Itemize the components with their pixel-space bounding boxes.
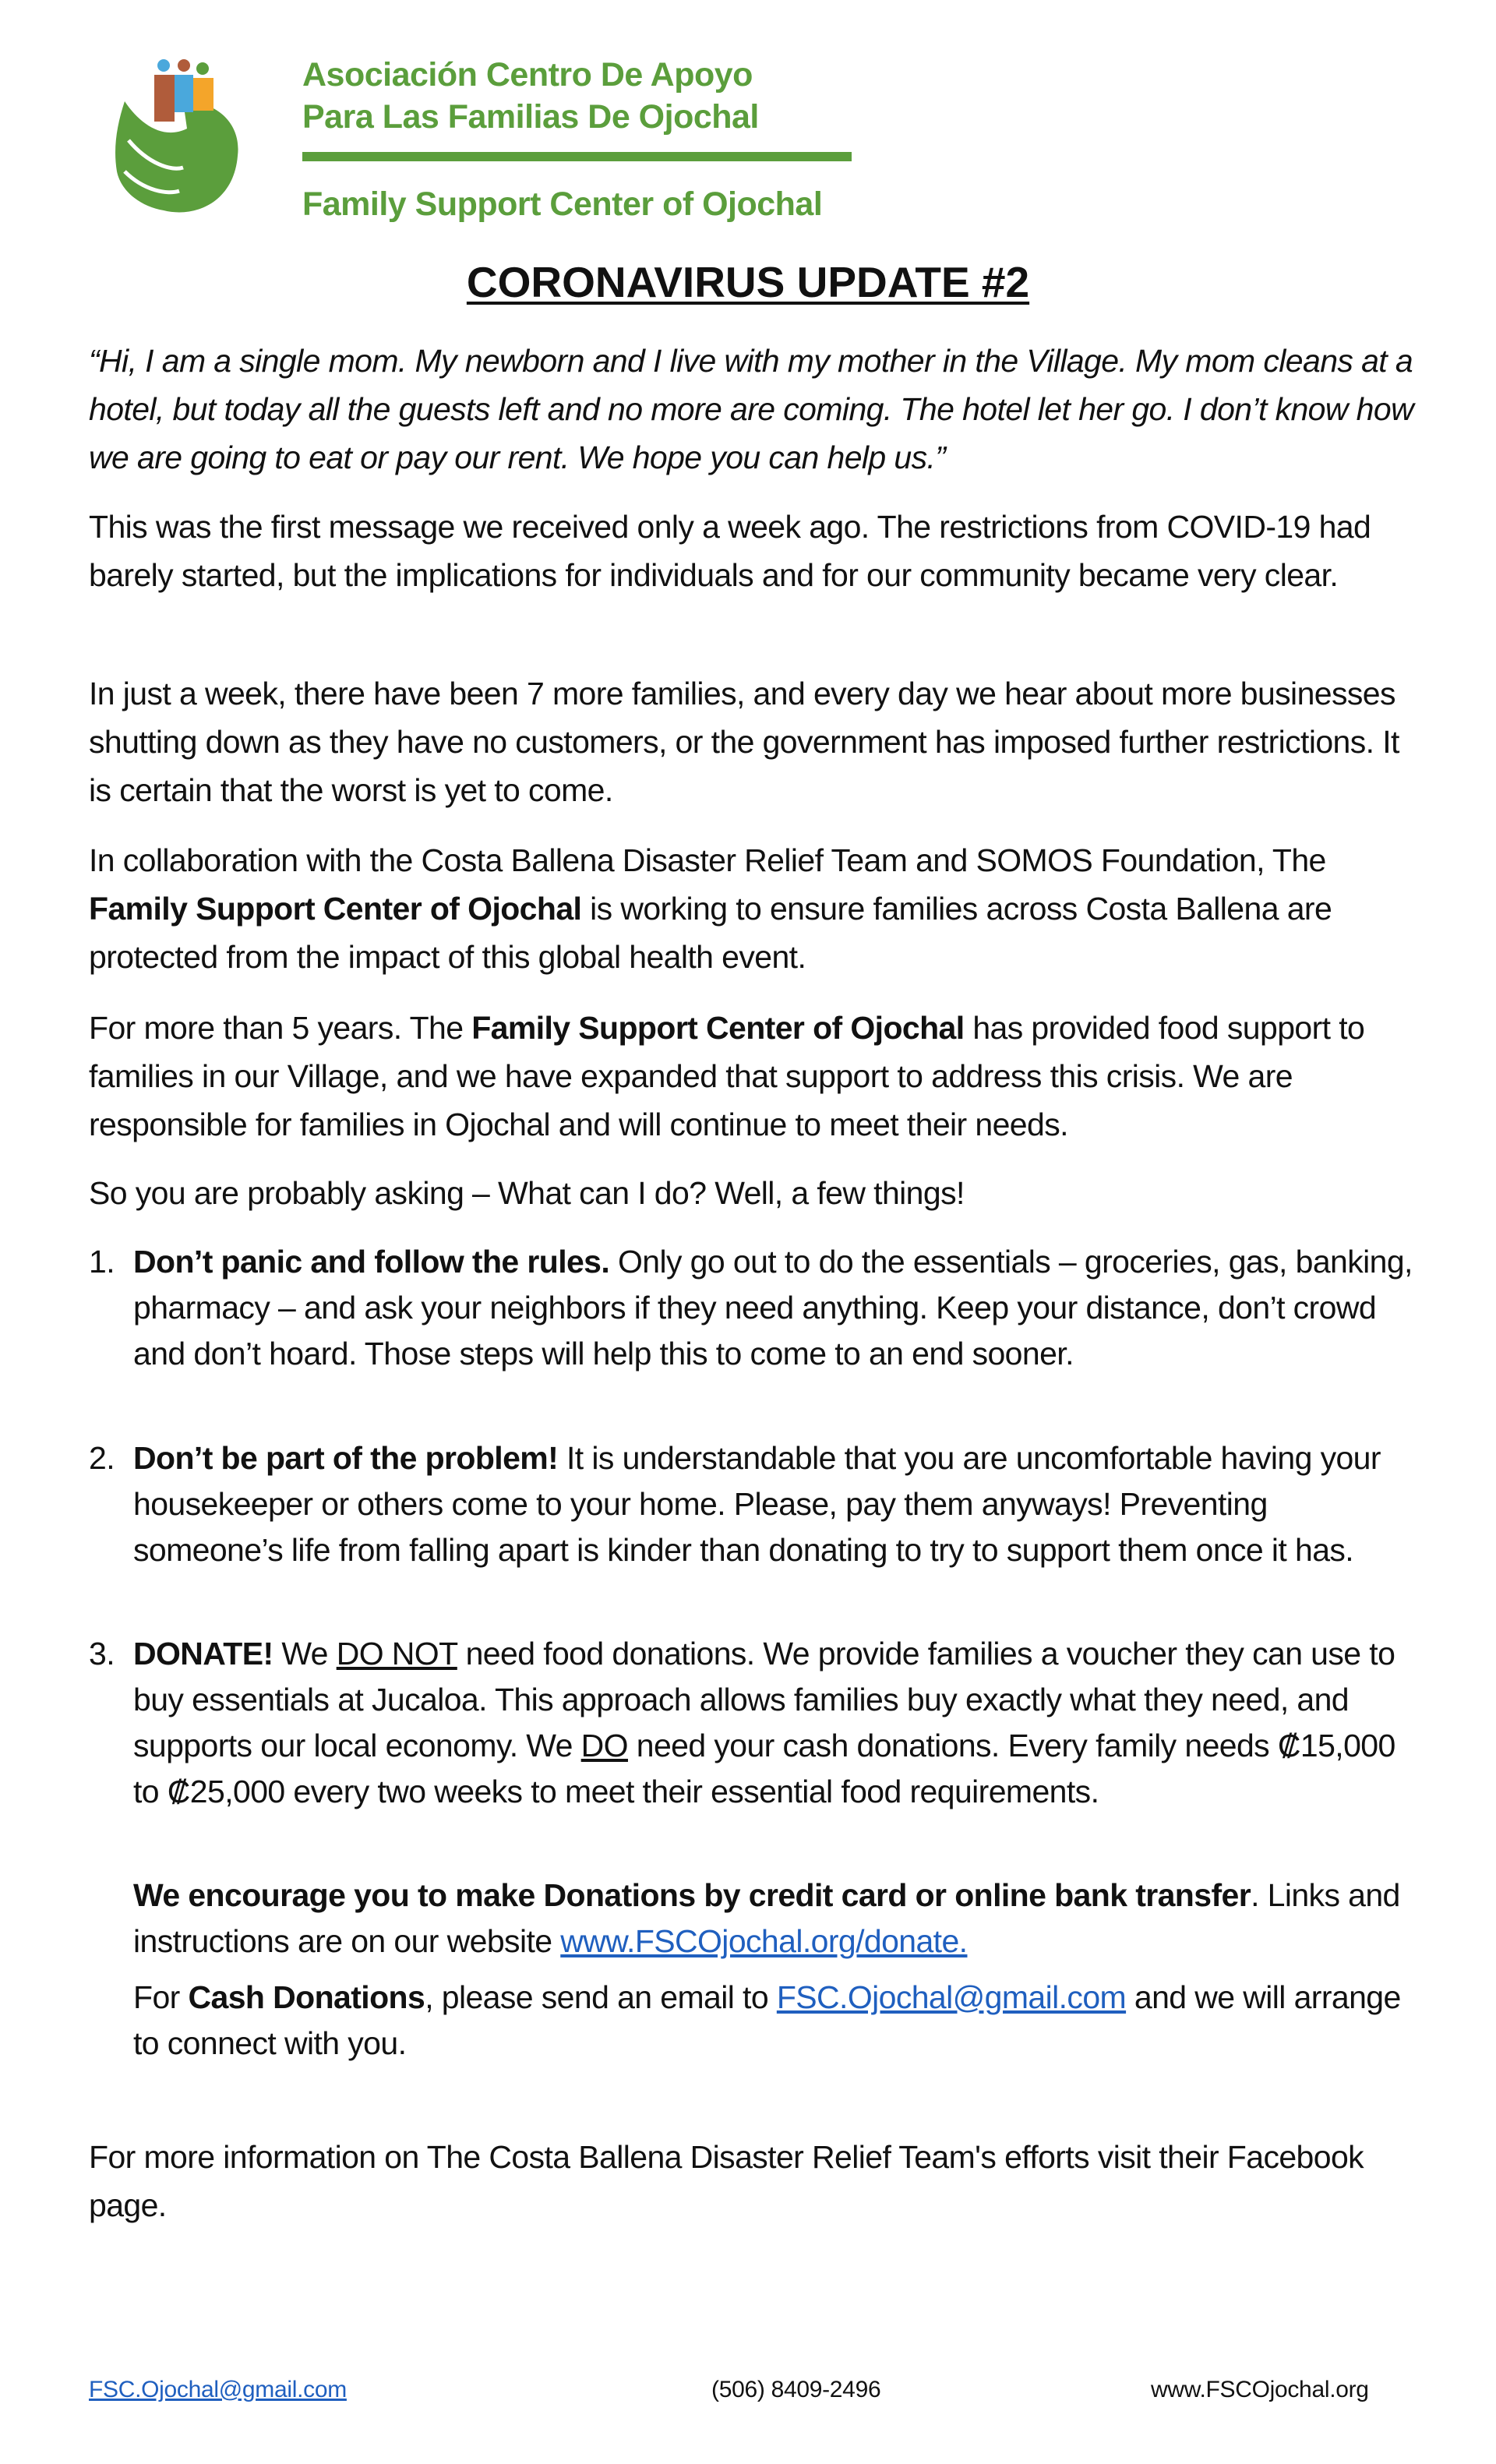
- list-item: 1. Don’t panic and follow the rules. Only go out to do the essentials – groceries, gas, banking, pharmacy – and ask your neighbors if they need anything. Keep your distance, don’t crowd and don’t hoard. Those steps will help this to come to an end sooner.: [89, 1244, 1413, 1371]
- logo-line-1: Asociación Centro De Apoyo: [302, 56, 753, 94]
- list-item: 3. DONATE! We DO NOT need food donations. We provide families a voucher they can use to buy essentials at Jucaloa. This approach allows families buy exactly what they need, and supports our local economy. We DO need your cash donations. Every family needs ₡15,000 to ₡25,000 every two weeks to meet their essential food requirements.: [89, 1636, 1395, 1809]
- donation-encouragement: We encourage you to make Donations by credit card or online bank transfer. Links and instructions are on our website www.FSCOjochal.org/donate.: [133, 1877, 1400, 1959]
- logo-line-2: Para Las Familias De Ojochal: [302, 98, 759, 136]
- cash-donations: For Cash Donations, please send an email to FSC.Ojochal@gmail.com and we will arrange to connect with you.: [133, 1979, 1401, 2061]
- logo-divider: [302, 152, 852, 161]
- paragraph-1: This was the first message we received only a week ago. The restrictions from COVID-19 had barely started, but the implications for individuals and for our community became very clear.: [89, 509, 1371, 593]
- footer-phone: (506) 8409-2496: [711, 2377, 881, 2402]
- footer-website: www.FSCOjochal.org: [1151, 2377, 1369, 2402]
- paragraph-3: In collaboration with the Costa Ballena Disaster Relief Team and SOMOS Foundation, The Family Support Center of Ojochal is working to ensure families across Costa Ballena are protected from the impact of this global health event.: [89, 842, 1332, 975]
- logo-line-3: Family Support Center of Ojochal: [302, 185, 823, 223]
- email-link[interactable]: FSC.Ojochal@gmail.com: [776, 1979, 1127, 2015]
- paragraph-2: In just a week, there have been 7 more families, and every day we hear about more businesses shutting down as they have no customers, or the government has imposed further restrictions. It is certain that the worst is yet to come.: [89, 676, 1399, 808]
- donate-link[interactable]: www.FSCOjochal.org/donate.: [560, 1923, 968, 1959]
- ask-paragraph: So you are probably asking – What can I do? Well, a few things!: [89, 1175, 965, 1211]
- hand-family-logo-icon: [109, 55, 288, 226]
- more-info-paragraph: For more information on The Costa Ballena Disaster Relief Team's efforts visit their Facebook page.: [89, 2139, 1364, 2223]
- quote-paragraph: “Hi, I am a single mom. My newborn and I live with my mother in the Village. My mom cleans at a hotel, but today all the guests left and no more are coming. The hotel let her go. I don’t know how we are going to eat or pay our rent. We hope you can help us.”: [89, 343, 1414, 475]
- page-title-text: CORONAVIRUS UPDATE #2: [466, 258, 1030, 306]
- list-item: 2. Don’t be part of the problem! It is understandable that you are uncomfortable having your housekeeper or others come to your home. Please, pay them anyways! Preventing someone’s life from falling apart is kinder than donating to try to support them once it has.: [89, 1440, 1381, 1568]
- page-title: [0, 257, 1496, 307]
- paragraph-4: For more than 5 years. The Family Support Center of Ojochal has provided food support to families in our Village, and we have expanded that support to address this crisis. We are responsible for families in Ojochal and will continue to meet their needs.: [89, 1010, 1365, 1142]
- footer-email-link[interactable]: FSC.Ojochal@gmail.com: [89, 2377, 347, 2402]
